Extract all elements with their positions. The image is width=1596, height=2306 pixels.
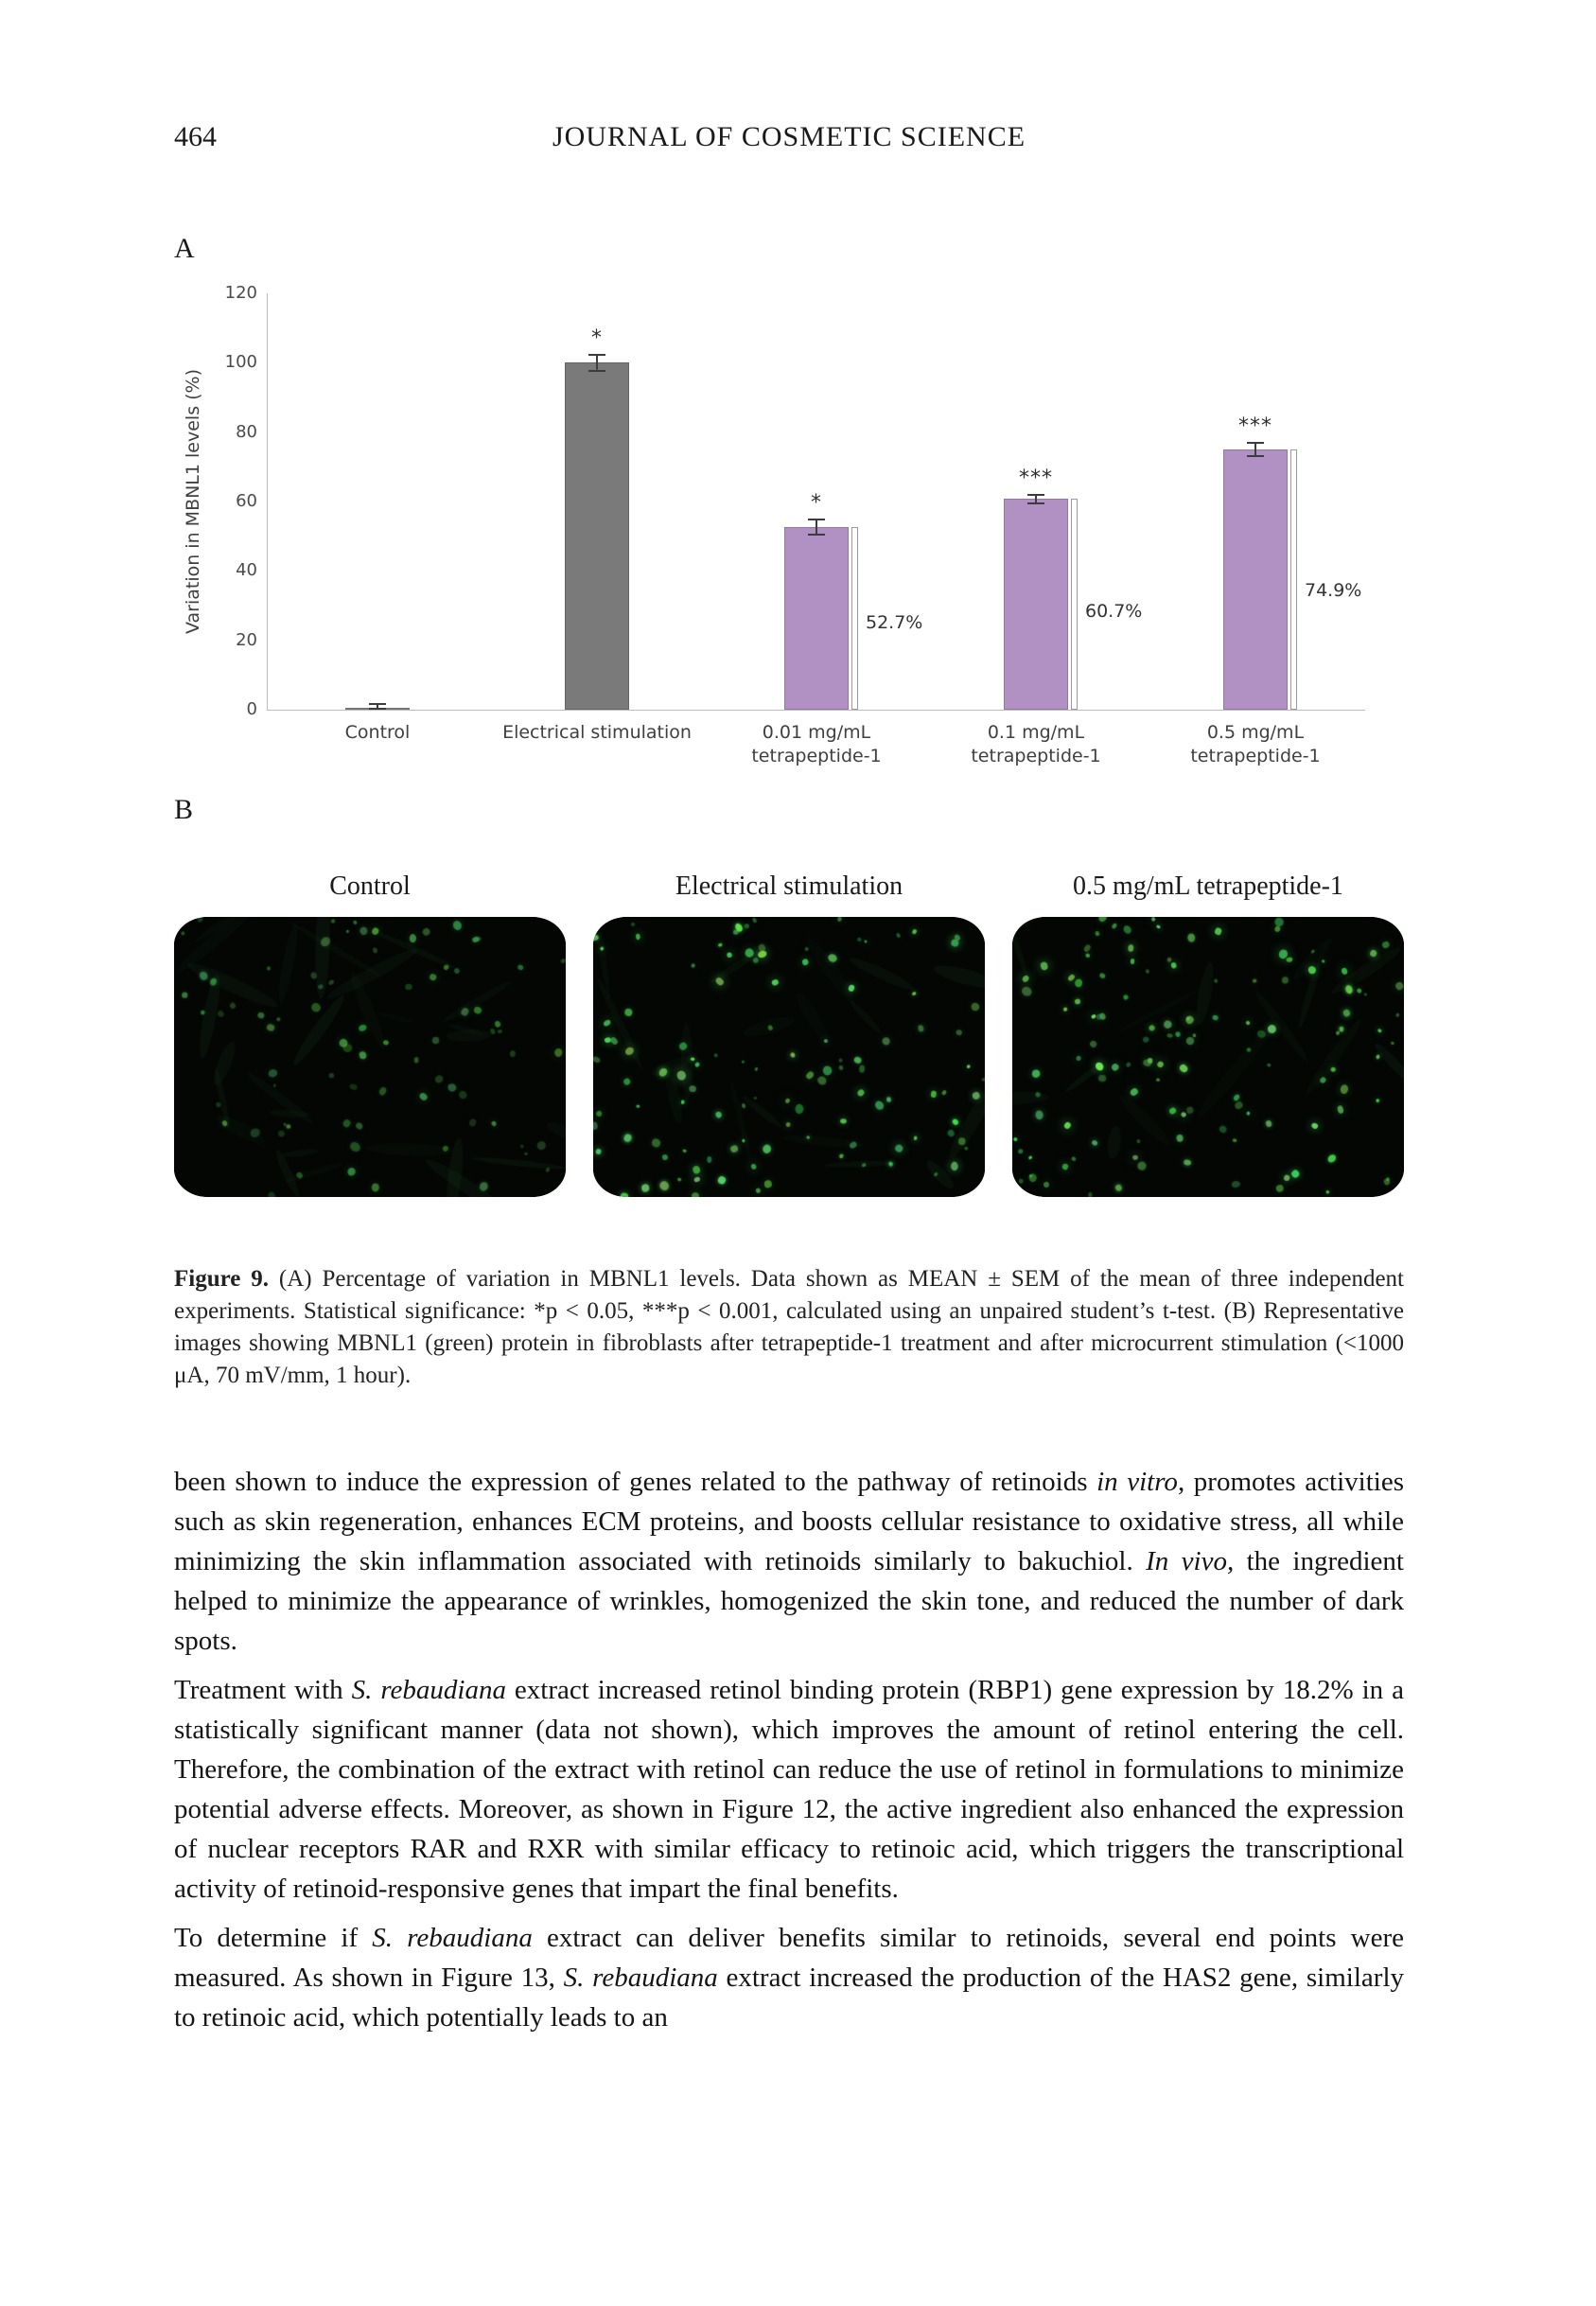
x-axis-category-line: Electrical stimulation bbox=[502, 722, 692, 743]
bar-value-label-3: 60.7% bbox=[1085, 600, 1143, 622]
body-paragraph-3 bbox=[174, 1918, 1404, 2037]
text-run: the ingredient helped to minimize the appearance of wrinkles, homogenized the skin tone, and reduced the number of dark spots. bbox=[174, 1546, 1404, 1656]
italic-text: S. rebaudiana bbox=[372, 1923, 533, 1953]
text-run: , promotes activities such as skin regeneration, enhances ECM proteins, and boosts cellular resistance to oxidative stress, all while minimizing the skin inflammation associated with retinoids similarly to bakuchiol. bbox=[174, 1467, 1404, 1576]
bar-3 bbox=[1004, 499, 1068, 710]
chart-category-slot-2 bbox=[707, 293, 926, 766]
value-bracket-2 bbox=[851, 527, 858, 710]
micrograph-label-electrical-stimulation: Electrical stimulation bbox=[675, 871, 903, 901]
chart-plot-area bbox=[267, 293, 1365, 766]
bar-2 bbox=[784, 527, 849, 710]
value-bracket-3 bbox=[1071, 499, 1078, 710]
micrograph-row bbox=[174, 917, 1404, 1197]
y-axis-tick-label: 0 bbox=[246, 699, 257, 719]
chart-y-axis-title bbox=[174, 293, 212, 710]
error-bar-4 bbox=[1247, 442, 1264, 457]
bar-value-label-4: 74.9% bbox=[1305, 579, 1362, 601]
y-axis-tick-label: 80 bbox=[236, 421, 257, 442]
figure-caption-label: Figure 9. bbox=[174, 1266, 269, 1292]
micrograph-electrical-stimulation-image bbox=[593, 917, 985, 1197]
page-header bbox=[174, 121, 1404, 159]
x-axis-category-line: 0.01 mg/mL bbox=[762, 722, 871, 743]
chart-category-slot-4 bbox=[1146, 293, 1365, 766]
text-run: extract increased the production of the HAS2 gene, similarly to retinoic acid, which potentially leads to an bbox=[174, 1963, 1404, 2033]
body-paragraph-2 bbox=[174, 1670, 1404, 1909]
bar-1 bbox=[565, 362, 629, 710]
text-run: extract increased retinol binding protein (RBP1) gene expression by 18.2% in a statistically significant manner (data not shown), which improves the amount of retinol entering the cell. Therefore, the combination of the extract with retinol can reduce the use of retinol in formulations to minimize potential adverse effects. Moreover, as shown in Figure 12, the active ingredient also enhanced the expression of nuclear receptors RAR and RXR with similar efficacy to retinoic acid, which triggers the transcriptional activity of retinoid-responsive genes that impart the final benefits. bbox=[174, 1675, 1404, 1904]
italic-text: S. rebaudiana bbox=[563, 1963, 718, 1993]
micrograph-tetrapeptide-image bbox=[1012, 917, 1404, 1197]
micrograph-control-image bbox=[174, 917, 566, 1197]
significance-stars-2: * bbox=[811, 490, 822, 515]
figure-caption bbox=[174, 1263, 1404, 1392]
error-bar-2 bbox=[808, 519, 825, 536]
micrograph-label-control: Control bbox=[329, 871, 411, 901]
chart-category-slot-0 bbox=[268, 293, 487, 743]
x-axis-category-line: tetrapeptide-1 bbox=[751, 746, 882, 766]
text-run: been shown to induce the expression of genes related to the pathway of retinoids bbox=[174, 1467, 1097, 1497]
significance-stars-1: * bbox=[591, 326, 603, 351]
significance-stars-4: *** bbox=[1238, 414, 1272, 439]
article-body bbox=[174, 1462, 1404, 2037]
x-axis-category-line: tetrapeptide-1 bbox=[971, 746, 1101, 766]
x-axis-category-label-0 bbox=[268, 721, 487, 745]
error-bar-0 bbox=[369, 703, 386, 710]
x-axis-category-label-4 bbox=[1146, 721, 1365, 768]
y-axis-tick-label: 40 bbox=[236, 560, 257, 581]
micrograph-tetrapeptide bbox=[1012, 917, 1404, 1197]
text-run: Treatment with bbox=[174, 1675, 352, 1705]
error-bar-3 bbox=[1027, 494, 1044, 504]
y-axis-tick-label: 20 bbox=[236, 629, 257, 650]
micrograph-labels-row bbox=[174, 871, 1404, 902]
chart-category-slot-1 bbox=[487, 293, 707, 743]
x-axis-category-line: Control bbox=[344, 722, 411, 743]
y-axis-tick-label: 120 bbox=[224, 283, 257, 303]
page-number: 464 bbox=[174, 121, 217, 152]
y-axis-tick-label: 100 bbox=[224, 352, 257, 373]
italic-text: In vivo, bbox=[1146, 1546, 1235, 1576]
error-bar-1 bbox=[588, 354, 605, 371]
body-paragraph-1 bbox=[174, 1462, 1404, 1661]
italic-text: S. rebaudiana bbox=[351, 1675, 506, 1705]
journal-title: JOURNAL OF COSMETIC SCIENCE bbox=[552, 121, 1026, 152]
micrograph-control bbox=[174, 917, 566, 1197]
bar-value-label-2: 52.7% bbox=[866, 611, 923, 633]
micrograph-label-tetrapeptide: 0.5 mg/mL tetrapeptide-1 bbox=[1073, 871, 1343, 901]
page-content bbox=[174, 0, 1404, 2047]
value-bracket-4 bbox=[1290, 449, 1297, 710]
significance-stars-3: *** bbox=[1019, 466, 1053, 490]
panel-b-label: B bbox=[174, 794, 194, 825]
text-run: To determine if bbox=[174, 1923, 373, 1953]
micrograph-electrical-stimulation bbox=[593, 917, 985, 1197]
figure-caption-text: (A) Percentage of variation in MBNL1 levels. Data shown as MEAN ± SEM of the mean of three independent experiments. Statistical significance: *p < 0.05, ***p < 0.001, calculated using an unpaired student’s t-test. (B) Representative images showing MBNL1 (green) protein in fibroblasts after tetrapeptide-1 treatment and after microcurrent stimulation (<1000 μA, 70 mV/mm, 1 hour). bbox=[174, 1266, 1404, 1388]
y-axis-title-text: Variation in MBNL1 levels (%) bbox=[183, 368, 203, 635]
x-axis-category-line: 0.5 mg/mL bbox=[1206, 722, 1305, 743]
mbnl1-bar-chart bbox=[174, 283, 1404, 766]
chart-y-axis bbox=[212, 283, 267, 719]
text-run: extract can deliver benefits similar to retinoids, several end points were measured. As shown in Figure 13, bbox=[174, 1923, 1404, 1993]
y-axis-tick-label: 60 bbox=[236, 491, 257, 511]
x-axis-category-label-1 bbox=[487, 721, 707, 745]
x-axis-category-line: 0.1 mg/mL bbox=[987, 722, 1085, 743]
bar-4 bbox=[1223, 449, 1288, 710]
chart-category-slot-3 bbox=[926, 293, 1146, 766]
x-axis-category-label-3 bbox=[926, 721, 1146, 768]
x-axis-category-line: tetrapeptide-1 bbox=[1190, 746, 1321, 766]
x-axis-category-label-2 bbox=[707, 721, 926, 768]
italic-text: in vitro bbox=[1096, 1467, 1178, 1497]
panel-a-label: A bbox=[174, 233, 195, 264]
